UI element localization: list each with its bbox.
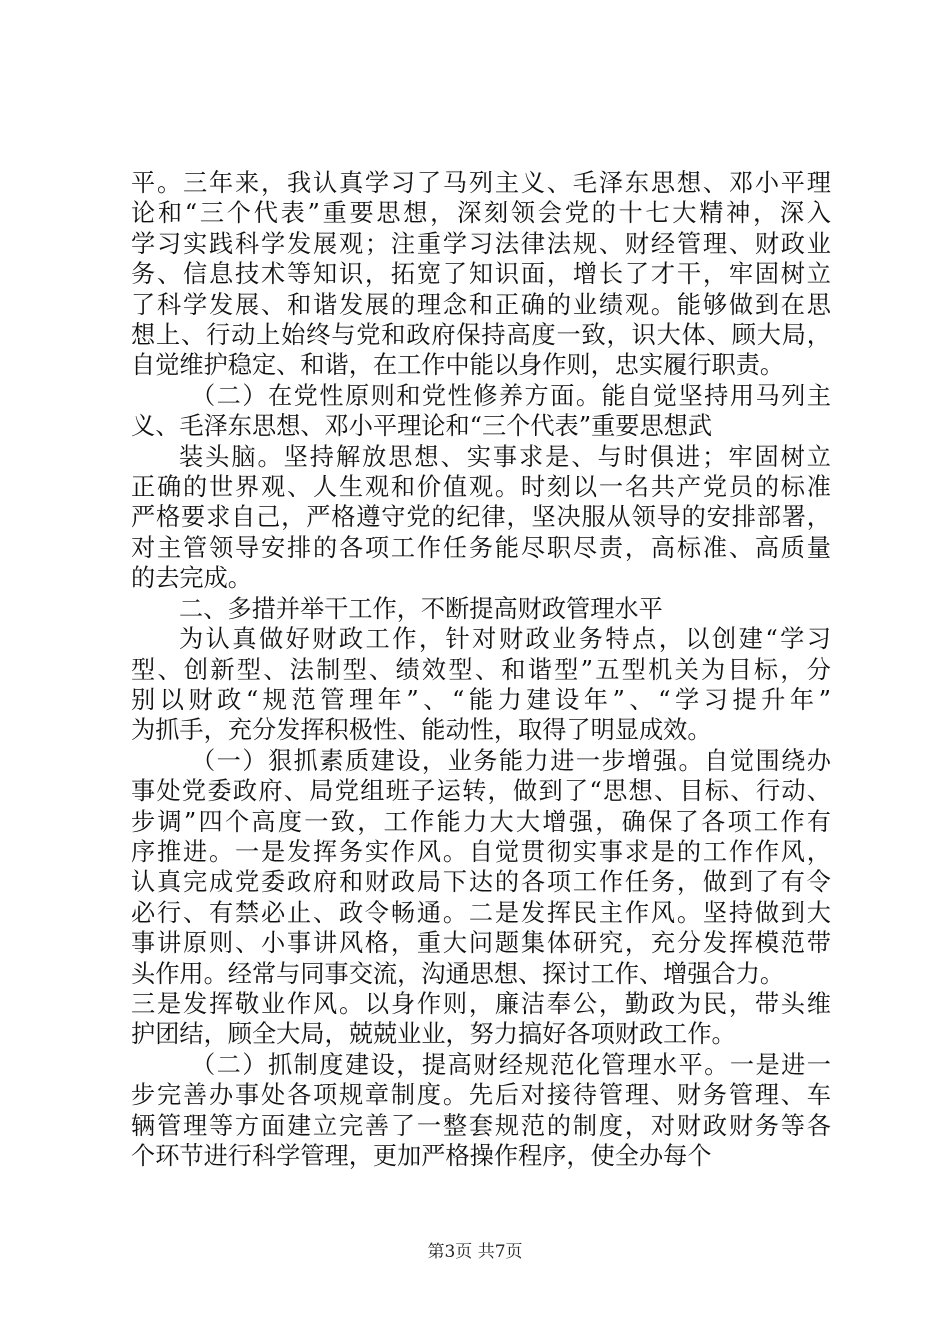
text-line: 步完善办事处各项规章制度。先后对接待管理、财务管理、车 bbox=[131, 1081, 831, 1110]
text-line: 认真完成党委政府和财政局下达的各项工作任务，做到了有令 bbox=[131, 868, 831, 897]
text-line: 平。三年来，我认真学习了马列主义、毛泽东思想、邓小平理 bbox=[131, 169, 831, 197]
text-line: 序推进。一是发挥务实作风。自觉贯彻实事求是的工作作风， bbox=[131, 837, 831, 866]
text-line: 装头脑。坚持解放思想、实事求是、与时俱进；牢固树立 bbox=[179, 442, 831, 471]
text-line: 别以财政“规范管理年”、“能力建设年”、“学习提升年” bbox=[131, 685, 831, 714]
text-line: 三是发挥敬业作风。以身作则，廉洁奉公，勤政为民，带头维 bbox=[131, 989, 831, 1018]
text-line: 对主管领导安排的各项工作任务能尽职尽责，高标准、高质量 bbox=[131, 533, 831, 562]
text-line: 头作用。经常与同事交流，沟通思想、探讨工作、增强合力。 bbox=[131, 959, 785, 988]
text-line: 想上、行动上始终与党和政府保持高度一致，识大体、顾大局， bbox=[131, 321, 831, 350]
body-text bbox=[131, 168, 831, 1171]
text-line: 了科学发展、和谐发展的理念和正确的业绩观。能够做到在思 bbox=[131, 290, 831, 319]
section-heading: 二、多措并举干工作，不断提高财政管理水平 bbox=[179, 594, 663, 623]
text-line: 正确的世界观、人生观和价值观。时刻以一名共产党员的标准 bbox=[131, 473, 831, 502]
text-line: 论和“三个代表”重要思想，深刻领会党的十七大精神，深入 bbox=[131, 199, 831, 228]
text-line: 严格要求自己，严格遵守党的纪律，坚决服从领导的安排部署， bbox=[131, 503, 831, 532]
text-line: 步调”四个高度一致，工作能力大大增强，确保了各项工作有 bbox=[131, 807, 831, 836]
text-line: 事处党委政府、局党组班子运转，做到了“思想、目标、行动、 bbox=[131, 777, 831, 806]
text-line: 必行、有禁必止、政令畅通。二是发挥民主作风。坚持做到大 bbox=[131, 898, 831, 927]
text-line: 个环节进行科学管理，更加严格操作程序，使全办每个 bbox=[131, 1142, 712, 1170]
text-line: 务、信息技术等知识，拓宽了知识面，增长了才干，牢固树立 bbox=[131, 260, 831, 289]
page-footer bbox=[0, 1237, 950, 1262]
text-line: 事讲原则、小事讲风格，重大问题集体研究，充分发挥模范带 bbox=[131, 929, 831, 958]
text-line: 型、创新型、法制型、绩效型、和谐型”五型机关为目标，分 bbox=[131, 655, 831, 684]
section-heading: （一）狠抓素质建设，业务能力进一步增强。自觉围绕办 bbox=[191, 746, 831, 775]
text-line: 为认真做好财政工作，针对财政业务特点，以创建“学习 bbox=[179, 625, 831, 654]
text-line: 学习实践科学发展观；注重学习法律法规、财经管理、财政业 bbox=[131, 229, 831, 258]
text-line: 为抓手，充分发挥积极性、能动性，取得了明显成效。 bbox=[131, 716, 712, 745]
text-line: 的去完成。 bbox=[131, 564, 252, 593]
page-number: 第3页 共7页 bbox=[427, 1242, 523, 1262]
text-line: 义、毛泽东思想、邓小平理论和“三个代表”重要思想武 bbox=[131, 412, 713, 441]
text-line: 护团结，顾全大局，兢兢业业，努力搞好各项财政工作。 bbox=[131, 1020, 736, 1049]
text-line: 自觉维护稳定、和谐，在工作中能以身作则，忠实履行职责。 bbox=[131, 351, 785, 380]
section-heading: （二）抓制度建设，提高财经规范化管理水平。一是进一 bbox=[191, 1050, 831, 1079]
section-heading: （二）在党性原则和党性修养方面。能自觉坚持用马列主 bbox=[191, 381, 831, 410]
text-line: 辆管理等方面建立完善了一整套规范的制度，对财政财务等各 bbox=[131, 1111, 831, 1140]
